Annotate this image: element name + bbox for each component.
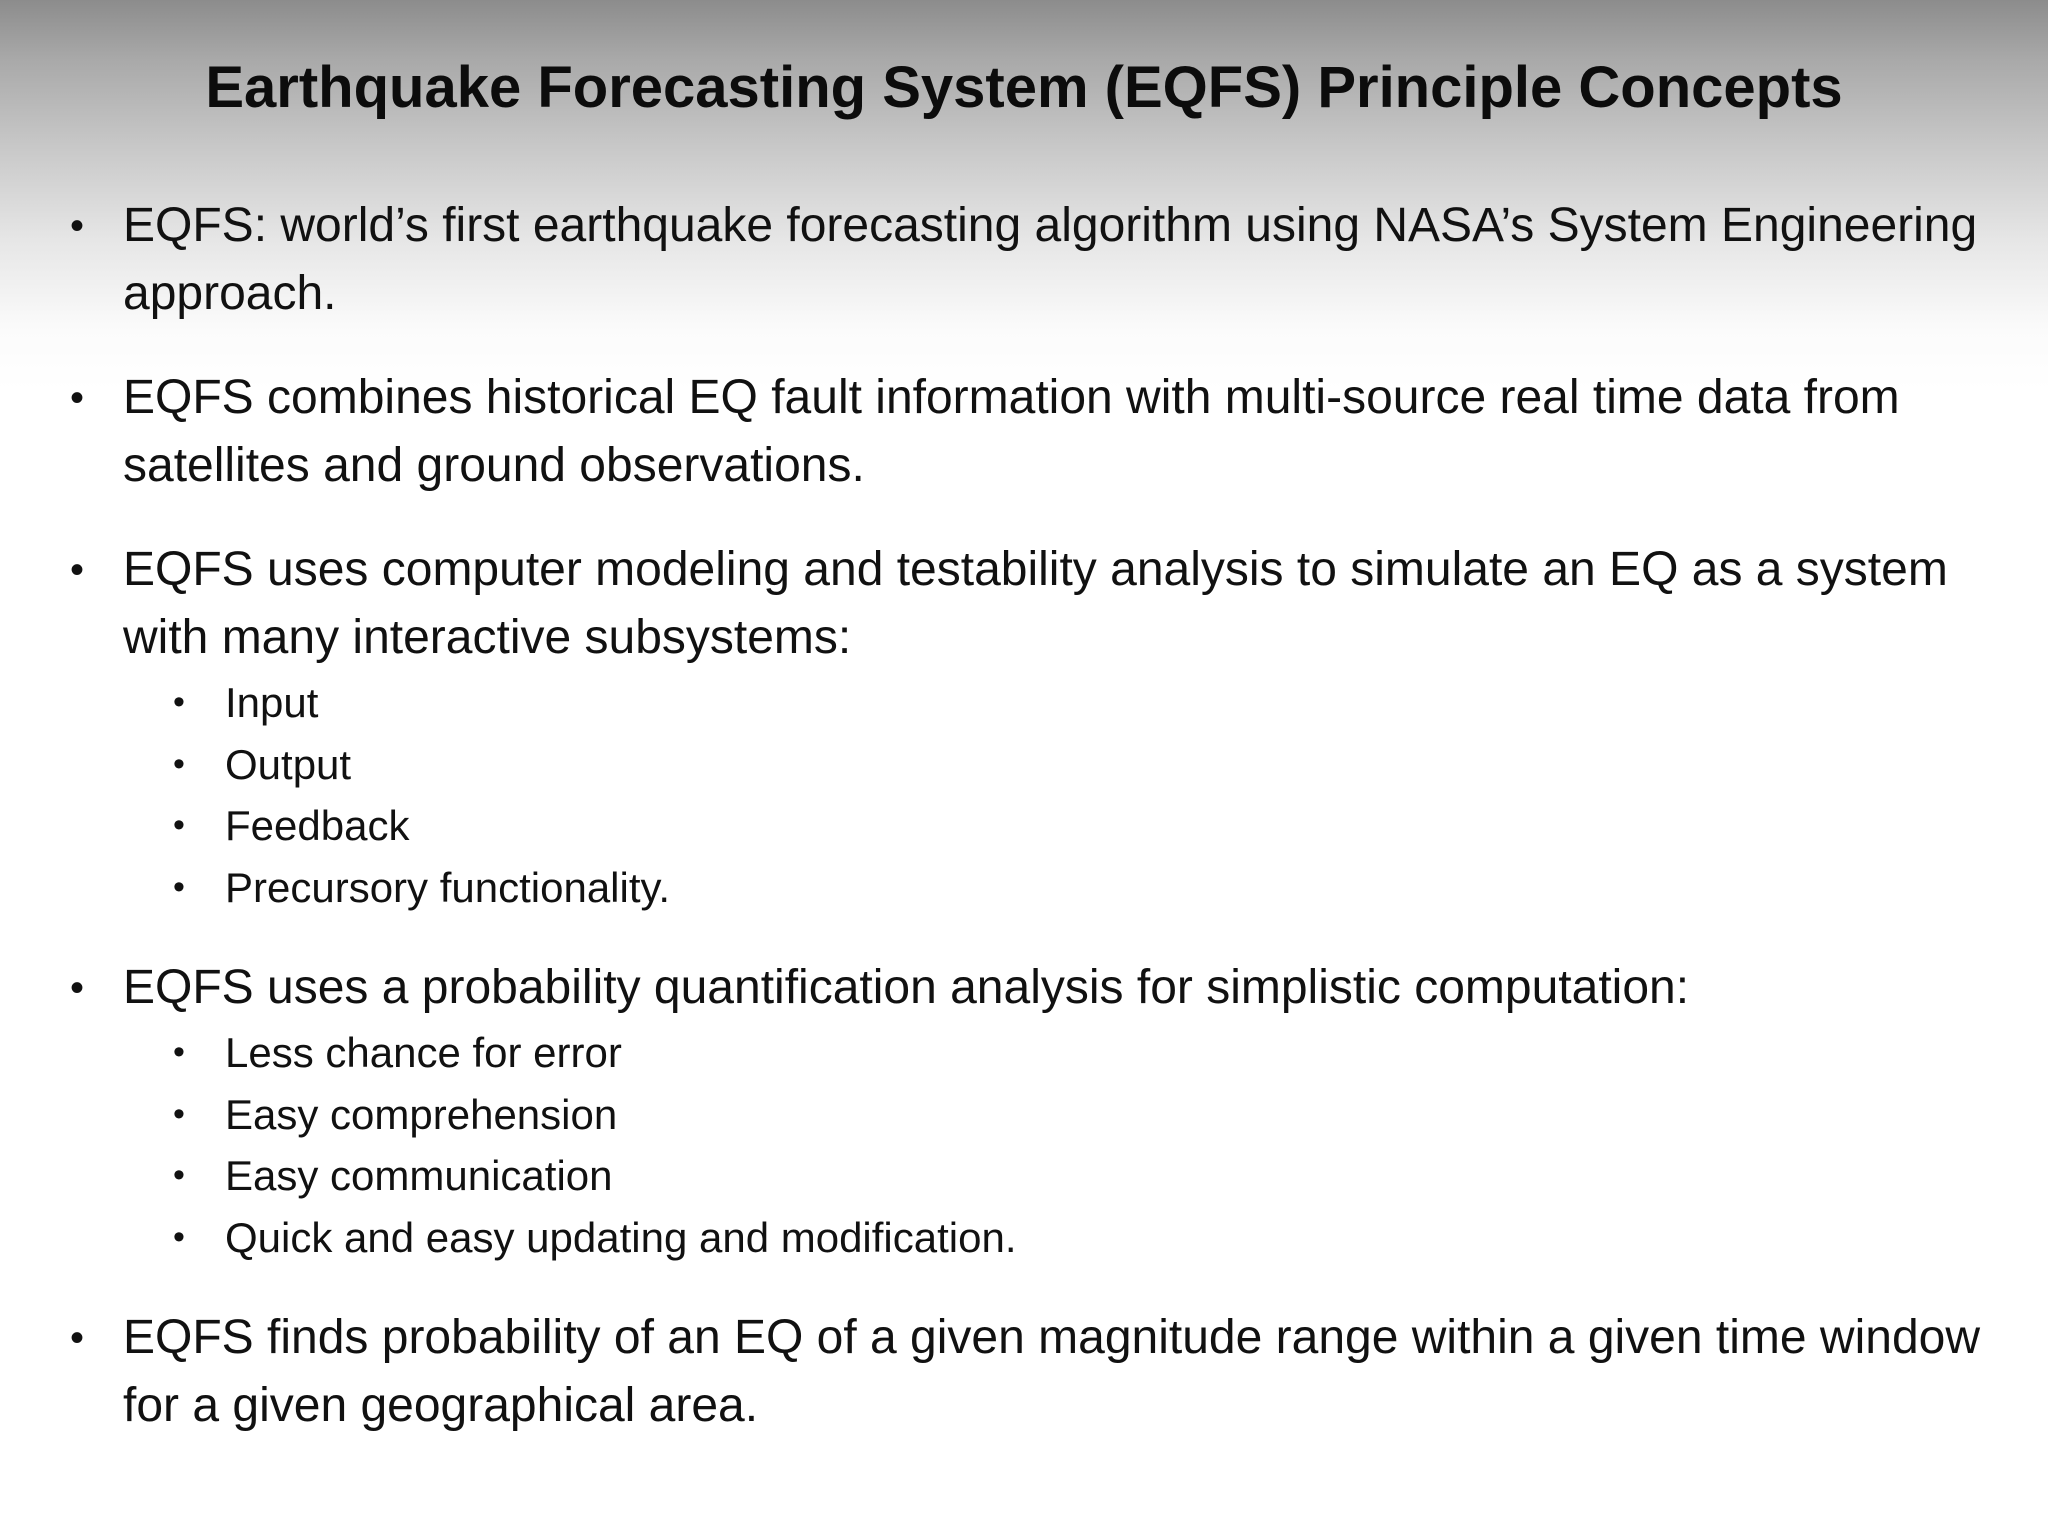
bullet-item (70, 364, 1990, 500)
sub-bullet-glyph: • (173, 1156, 185, 1194)
bullet-text: EQFS combines historical EQ fault information with multi-source real time data from satellites and ground observations. (123, 371, 1900, 492)
sub-bullet-text: Output (225, 740, 352, 788)
slide-title: Earthquake Forecasting System (EQFS) Principle Concepts (205, 55, 1843, 120)
bullet-glyph: • (70, 548, 85, 592)
sub-bullet-glyph: • (173, 683, 185, 721)
sub-bullet-item (123, 1022, 1990, 1084)
bullet-glyph: • (70, 1316, 85, 1360)
sub-bullet-text: Easy communication (225, 1152, 613, 1199)
bullet-glyph: • (70, 966, 85, 1010)
sub-bullet-item (123, 672, 1990, 734)
sub-bullet-text: Input (225, 679, 319, 726)
sub-bullet-item (123, 734, 1990, 796)
sub-bullet-glyph: • (173, 867, 185, 906)
sub-bullet-item (123, 1145, 1990, 1207)
sub-bullet-text: Precursory functionality. (225, 863, 671, 911)
sub-bullet-text: Quick and easy updating and modification. (225, 1213, 1017, 1261)
sub-bullet-text: Less chance for error (225, 1029, 622, 1076)
bullet-text: EQFS uses computer modeling and testability analysis to simulate an EQ as a system with many interactive subsystems: (123, 543, 1948, 664)
bullet-text: EQFS finds probability of an EQ of a given magnitude range within a given time window for a given geographical area. (123, 1311, 1980, 1432)
sub-bullet-list (123, 672, 1990, 918)
sub-bullet-item (123, 857, 1990, 919)
sub-bullet-item (123, 1084, 1990, 1146)
bullet-glyph: • (70, 204, 85, 248)
bullet-item (70, 954, 1990, 1268)
bullet-item (70, 536, 1990, 918)
sub-bullet-item (123, 1207, 1990, 1269)
sub-bullet-glyph: • (173, 744, 185, 783)
bullet-text: EQFS uses a probability quantification analysis for simplistic computation: (123, 961, 1690, 1014)
bullet-glyph: • (70, 376, 85, 420)
sub-bullet-glyph: • (173, 806, 185, 844)
sub-bullet-glyph: • (173, 1033, 185, 1071)
bullet-text: EQFS: world’s first earthquake forecasting algorithm using NASA’s System Engineering approach. (123, 199, 1978, 320)
sub-bullet-text: Feedback (225, 802, 410, 849)
sub-bullet-item (123, 795, 1990, 857)
sub-bullet-glyph: • (173, 1094, 185, 1133)
sub-bullet-list (123, 1022, 1990, 1268)
bullet-list (70, 192, 1990, 1476)
sub-bullet-text: Easy comprehension (225, 1090, 618, 1138)
sub-bullet-glyph: • (173, 1217, 185, 1256)
bullet-item (70, 1304, 1990, 1440)
bullet-item (70, 192, 1990, 328)
